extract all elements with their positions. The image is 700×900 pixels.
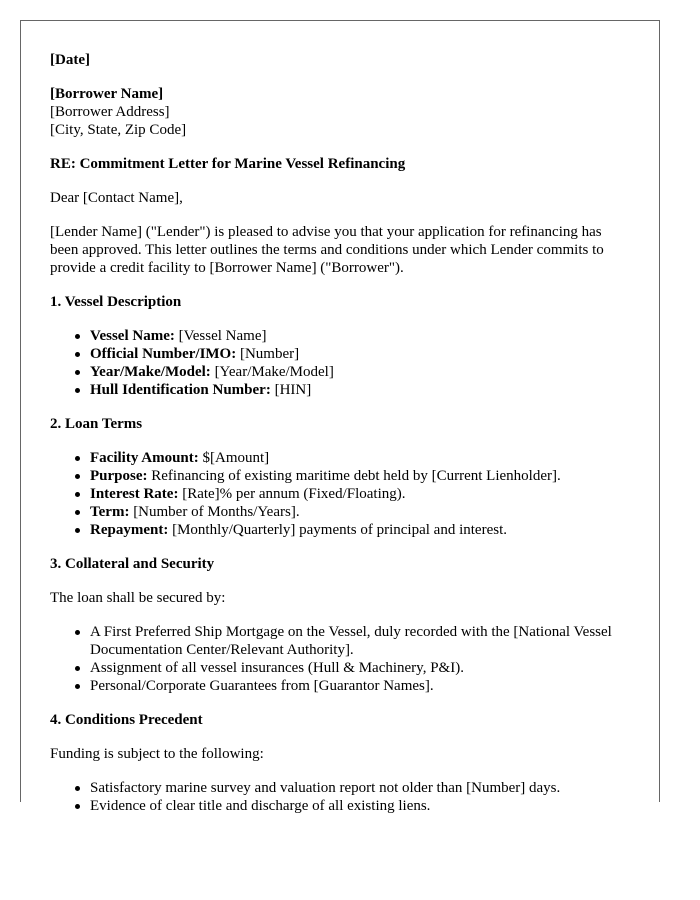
item-label: Vessel Name: xyxy=(90,328,175,344)
item-value: Refinancing of existing maritime debt held by [Current Lienholder]. xyxy=(147,468,561,484)
section-heading-vessel-description: 1. Vessel Description xyxy=(50,294,182,310)
list-item xyxy=(90,503,631,521)
list-item xyxy=(90,485,631,503)
item-value: [Monthly/Quarterly] payments of principal and interest. xyxy=(168,522,507,538)
subject-line: RE: Commitment Letter for Marine Vessel Refinancing xyxy=(50,156,406,172)
list-item: Satisfactory marine survey and valuation report not older than [Number] days. xyxy=(90,779,631,797)
salutation: Dear [Contact Name], xyxy=(50,190,183,206)
item-value: [Rate]% per annum (Fixed/Floating). xyxy=(178,486,406,502)
list-item xyxy=(90,521,631,539)
item-value: [Vessel Name] xyxy=(174,328,267,344)
collateral-list xyxy=(50,623,631,695)
collateral-intro: The loan shall be secured by: xyxy=(50,590,226,606)
section-heading-collateral: 3. Collateral and Security xyxy=(50,556,215,572)
conditions-list xyxy=(50,779,631,815)
list-item: Personal/Corporate Guarantees from [Guarantor Names]. xyxy=(90,677,631,695)
item-value: $[Amount] xyxy=(198,450,270,466)
item-label: Interest Rate: xyxy=(90,486,179,502)
section-heading-loan-terms: 2. Loan Terms xyxy=(50,416,143,432)
list-item: Assignment of all vessel insurances (Hull & Machinery, P&I). xyxy=(90,659,631,677)
item-value: [Number of Months/Years]. xyxy=(129,504,300,520)
item-value: [Year/Make/Model] xyxy=(210,364,334,380)
item-label: Year/Make/Model: xyxy=(90,364,211,380)
item-label: Repayment: xyxy=(90,522,169,538)
list-item: Evidence of clear title and discharge of all existing liens. xyxy=(90,797,631,815)
list-item xyxy=(90,345,631,363)
item-label: Facility Amount: xyxy=(90,450,199,466)
borrower-name: [Borrower Name] xyxy=(50,86,164,102)
conditions-intro: Funding is subject to the following: xyxy=(50,746,264,762)
borrower-address: [Borrower Address] xyxy=(50,104,170,120)
item-value: [HIN] xyxy=(270,382,312,398)
loan-terms-list xyxy=(50,449,631,539)
intro-paragraph: [Lender Name] ("Lender") is pleased to advise you that your application for refinancing has been approved. This letter outlines the terms and conditions under which Lender commits to provide a credit facility to [Borrower Name] ("Borrower"). xyxy=(50,224,604,276)
item-label: Term: xyxy=(90,504,130,520)
list-item xyxy=(90,467,631,485)
list-item xyxy=(90,381,631,399)
item-label: Official Number/IMO: xyxy=(90,346,237,362)
letter-date: [Date] xyxy=(50,52,90,68)
vessel-description-list xyxy=(50,327,631,399)
item-label: Hull Identification Number: xyxy=(90,382,271,398)
list-item xyxy=(90,449,631,467)
list-item: A First Preferred Ship Mortgage on the Vessel, duly recorded with the [National Vessel Documentation Center/Relevant Authority]. xyxy=(90,623,631,659)
item-label: Purpose: xyxy=(90,468,148,484)
list-item xyxy=(90,327,631,345)
borrower-city-state-zip: [City, State, Zip Code] xyxy=(50,122,187,138)
section-heading-conditions: 4. Conditions Precedent xyxy=(50,712,203,728)
item-value: [Number] xyxy=(236,346,300,362)
letter-page xyxy=(20,20,660,814)
list-item xyxy=(90,363,631,381)
borrower-address-block xyxy=(50,85,631,139)
